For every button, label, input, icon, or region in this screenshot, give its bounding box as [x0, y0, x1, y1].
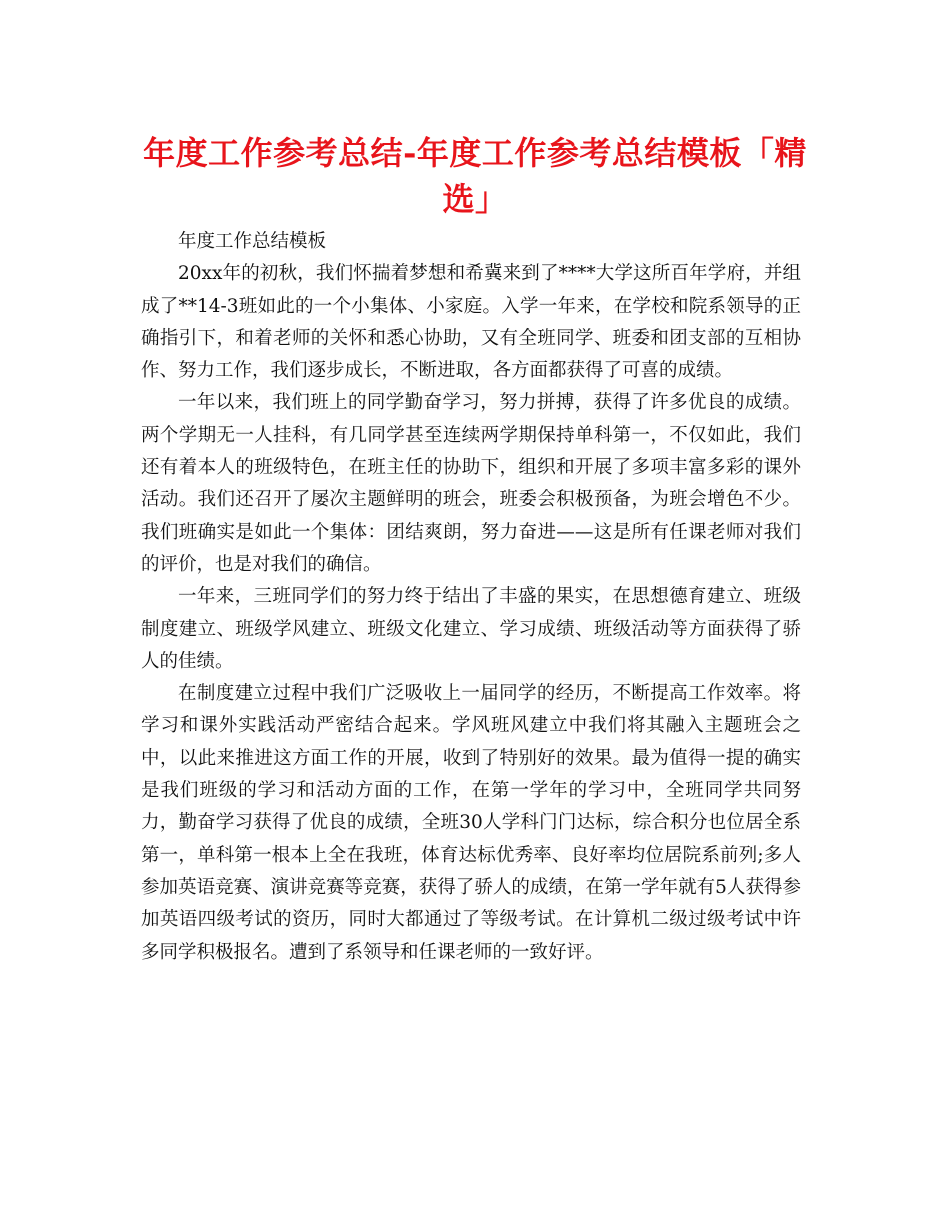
paragraph: 一年来，三班同学们的努力终于结出了丰盛的果实，在思想德育建立、班级制度建立、班级学风建立、班级文化建立、学习成绩、班级活动等方面获得了骄人的佳绩。	[141, 586, 801, 672]
paragraph: 在制度建立过程中我们广泛吸收上一届同学的经历，不断提高工作效率。将学习和课外实践活动严密结合起来。学风班风建立中我们将其融入主题班会之中，以此来推进这方面工作的开展，收到了特别好的效果。最为值得一提的确实是我们班级的学习和活动方面的工作，在第一学年的学习中，全班同学共同努力，勤奋学习获得了优良的成绩，全班30人学科门门达标，综合积分也位居全系第一，单科第一根本上全在我班，体育达标优秀率、良好率均位居院系前列;多人参加英语竞赛、演讲竞赛等竞赛，获得了骄人的成绩，在第一学年就有5人获得参加英语四级考试的资历，同时大都通过了等级考试。在计算机二级过级考试中许多同学积极报名。遭到了系领导和任课老师的一致好评。	[141, 683, 801, 963]
paragraph: 一年以来，我们班上的同学勤奋学习，努力拼搏，获得了许多优良的成绩。两个学期无一人挂科，有几同学甚至连续两学期保持单科第一，不仅如此，我们还有着本人的班级特色，在班主任的协助下，组织和开展了多项丰富多彩的课外活动。我们还召开了屡次主题鲜明的班会，班委会积极预备，为班会增色不少。我们班确实是如此一个集体：团结爽朗，努力奋进——这是所有任课老师对我们的评价，也是对我们的确信。	[141, 392, 801, 575]
document-title: 年度工作参考总结-年度工作参考总结模板「精选」	[143, 134, 807, 218]
paragraph-subtitle: 年度工作总结模板	[178, 231, 327, 252]
document-body	[141, 226, 801, 969]
paragraph: 20xx年的初秋，我们怀揣着梦想和希冀来到了****大学这所百年学府，并组成了**14-3班如此的一个小集体、小家庭。入学一年来，在学校和院系领导的正确指引下，和着老师的关怀和悉心协助，又有全班同学、班委和团支部的互相协作、努力工作，我们逐步成长，不断进取，各方面都获得了可喜的成绩。	[141, 263, 801, 382]
